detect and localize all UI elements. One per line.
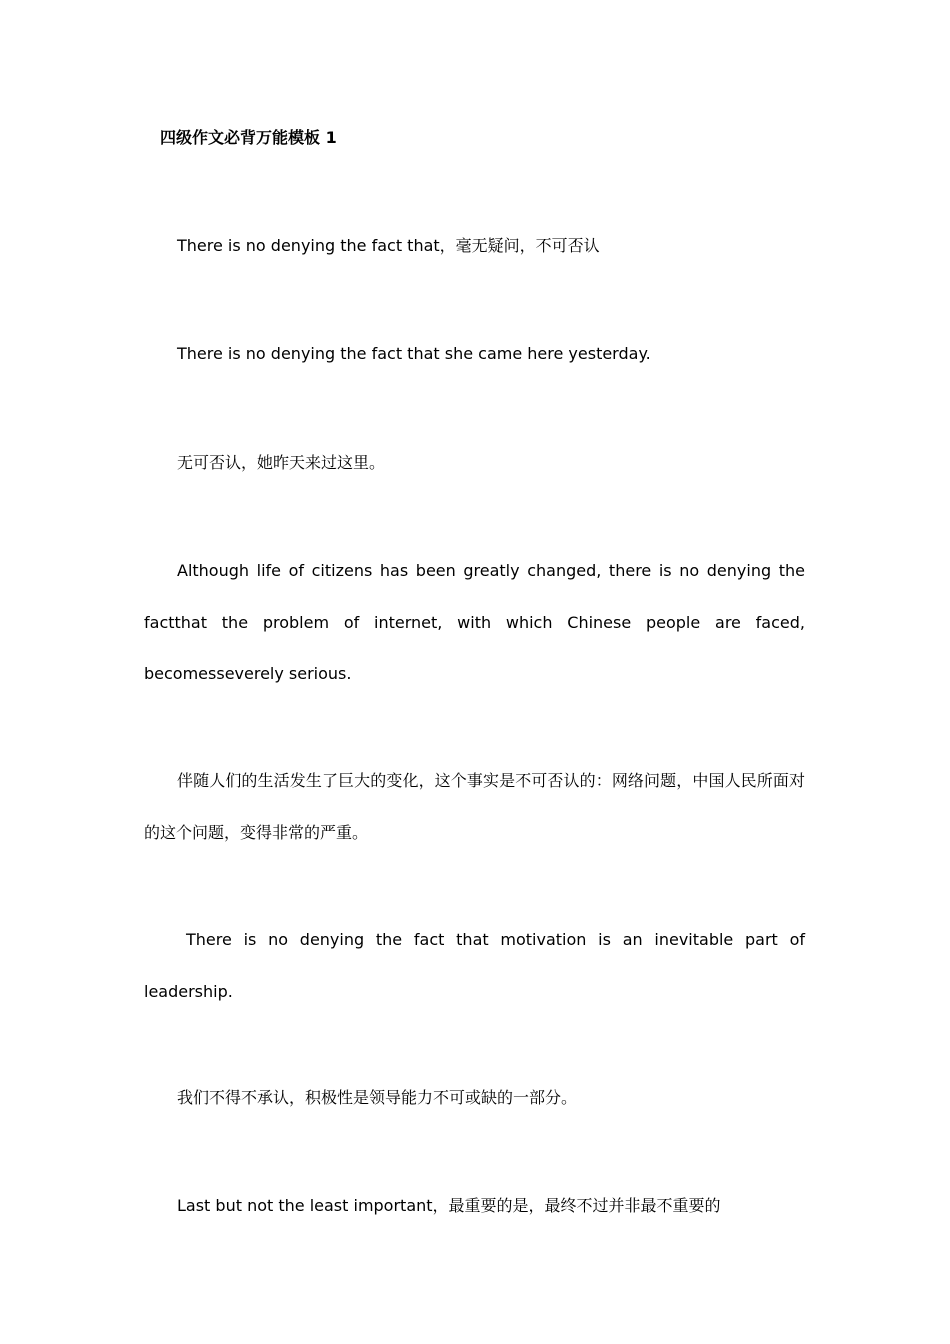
paragraph-phrase-2: Last but not the least important，最重要的是，最终不过并非最不重要的 (177, 1196, 721, 1215)
paragraph-example-en-2: Although life of citizens has been greatly changed, there is no denying the factthat the problem of internet, with which Chinese people are faced, becomesseverely serious. (144, 561, 805, 683)
paragraph-phrase: There is no denying the fact that，毫无疑问，不可否认 (177, 236, 600, 255)
paragraph-example-en-1: There is no denying the fact that she came here yesterday. (177, 344, 651, 363)
paragraph-example-zh-3: 我们不得不承认，积极性是领导能力不可或缺的一部分。 (177, 1088, 578, 1107)
paragraph-example-zh-2: 伴随人们的生活发生了巨大的变化，这个事实是不可否认的：网络问题，中国人民所面对的这个问题，变得非常的严重。 (144, 771, 805, 842)
document-title: 四级作文必背万能模板 1 (160, 128, 337, 147)
paragraph-example-zh-1: 无可否认，她昨天来过这里。 (177, 453, 386, 472)
paragraph-example-en-3: There is no denying the fact that motivation is an inevitable part of leadership. (144, 930, 805, 1001)
